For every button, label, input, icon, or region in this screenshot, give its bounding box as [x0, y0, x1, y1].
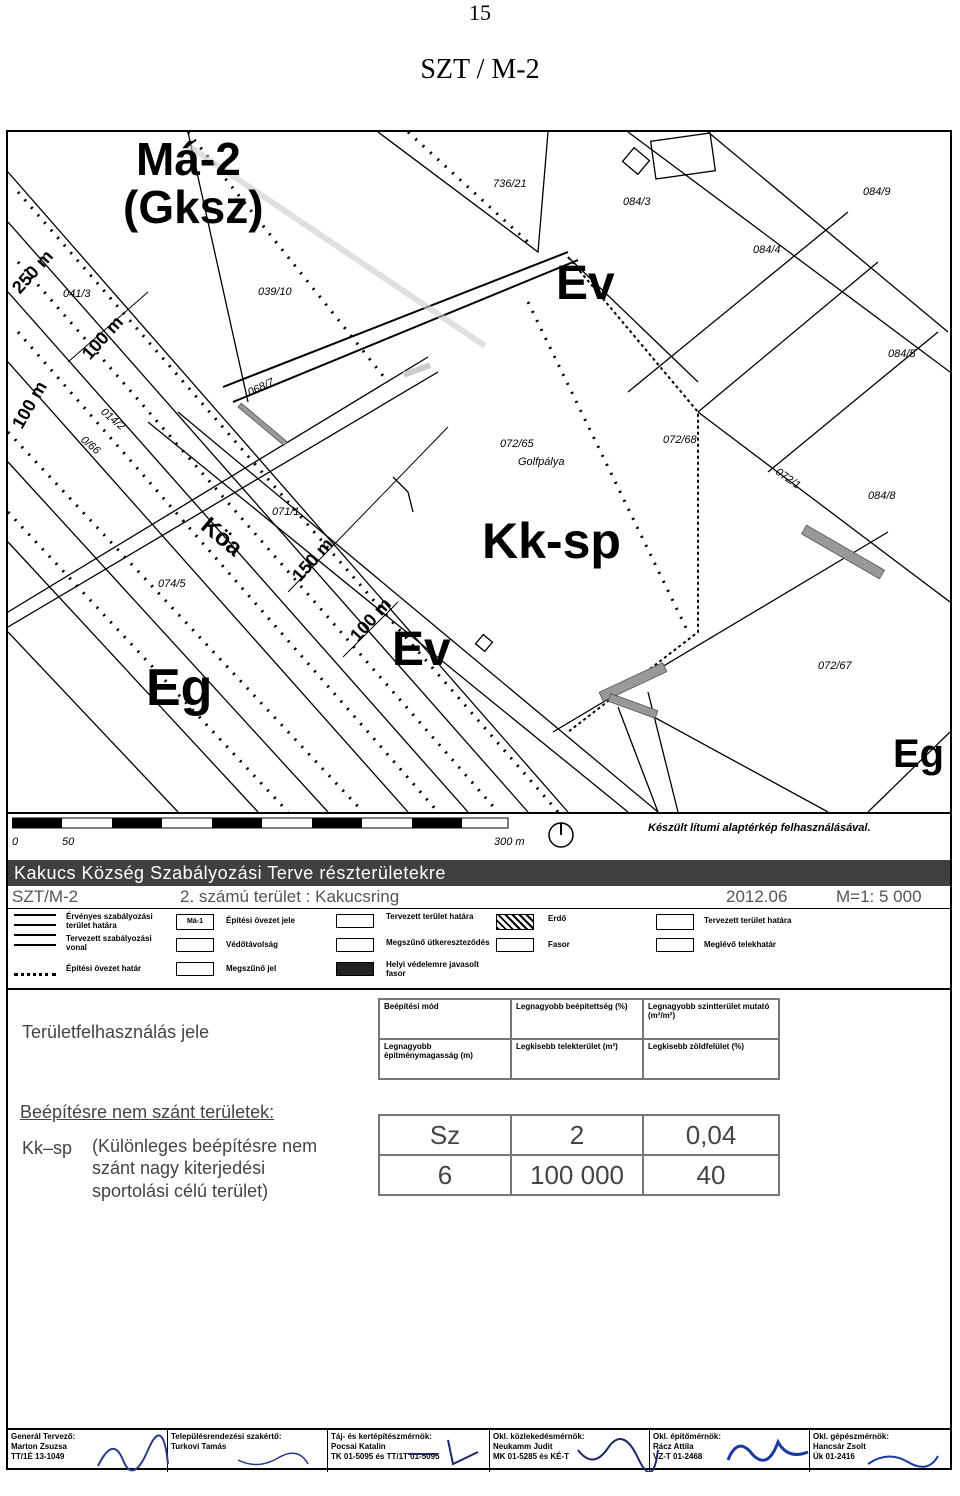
signature-cell: [168, 1430, 328, 1472]
signer-name: Rácz Attila: [653, 1442, 694, 1451]
plot-number: 068/7: [246, 376, 277, 399]
legend-swatch: [656, 938, 694, 952]
plot-number: 084/4: [753, 244, 781, 256]
zone-label-kksp: Kk-sp: [482, 513, 621, 569]
signer-id: VZ-T 01-2468: [653, 1452, 703, 1461]
plot-number: 041/3: [63, 288, 91, 300]
legend-swatch: [496, 914, 534, 930]
kksp-max-coverage: 2: [511, 1115, 643, 1155]
plot-number: 084/3: [623, 196, 651, 208]
boundary-line: [8, 542, 258, 812]
distance-label: 250 m: [8, 246, 58, 298]
plot-number: 014/2: [98, 406, 128, 433]
legend-swatch: [656, 914, 694, 930]
boundary-line: [8, 222, 528, 812]
nonbuilt-code: Kk–sp: [22, 1138, 73, 1158]
legend-item: Fasor: [548, 940, 570, 949]
legend-item: Tervezett terület határa: [386, 912, 474, 921]
signer-name: Hancsár Zsolt: [813, 1442, 866, 1451]
zone-label-koa: Köa: [195, 512, 248, 562]
legend-item: Meglévő telekhatár: [704, 940, 777, 949]
plot-number: 039/10: [258, 286, 292, 298]
legend-swatch: [336, 938, 374, 952]
legend-item: Erdő: [548, 914, 567, 923]
legend-item: Megszűnő jel: [226, 964, 277, 973]
signer-role: Generál Tervező:: [11, 1432, 76, 1441]
legend-item: Megszűnő útkereszteződés: [386, 938, 490, 947]
plot-number: 074/5: [158, 578, 186, 590]
signature-cell: [490, 1430, 650, 1472]
boundary-line: [8, 172, 568, 812]
legend-swatch: [496, 938, 534, 952]
page-title: SZT / M-2: [420, 54, 540, 85]
kksp-values-table: [378, 1114, 780, 1196]
signer-name: Marton Zsuzsa: [11, 1442, 68, 1451]
plot-number: 072/1: [773, 466, 803, 492]
legend-swatch: [336, 914, 374, 928]
zoning-map: [8, 132, 950, 812]
signer-name: Turkovi Tamás: [171, 1442, 227, 1451]
plot-number: 0/66: [78, 434, 103, 457]
plot-number: 071/1: [272, 506, 300, 518]
legend-swatch: [14, 964, 56, 976]
signer-role: Okl. gépészmérnök:: [813, 1432, 890, 1441]
zone-label-gksz: (Gksz): [123, 181, 264, 233]
plan-date: 2012.06: [726, 887, 788, 906]
legend-item: Helyi védelemre javasolt fasor: [386, 960, 479, 978]
distance-label: 100 m: [346, 594, 396, 646]
signer-id: TK 01-5095 és TT/1T 01-5095: [331, 1452, 440, 1461]
usage-key-table: [378, 998, 780, 1080]
distance-label: 100 m: [8, 377, 51, 432]
legend-item: Építési övezet jele: [226, 916, 295, 925]
signer-name: Pocsai Katalin: [331, 1442, 386, 1451]
legend-item: Építési övezet határ: [66, 964, 142, 973]
plan-scale: M=1: 5 000: [836, 887, 922, 906]
legend-swatch: [14, 914, 56, 926]
plan-code: SZT/M-2: [12, 887, 79, 906]
plan-subheader: [8, 886, 950, 909]
legend-item: Védőtávolság: [226, 940, 279, 949]
nonbuilt-desc: (Különleges beépítésre nem: [92, 1136, 318, 1156]
plot-number: 072/68: [663, 434, 697, 446]
kksp-floor-area-ratio: 0,04: [643, 1115, 779, 1155]
zone-label-ma2: Má-2: [136, 133, 241, 185]
usage-key-cell: Legkisebb zöldfelület (%): [643, 1039, 779, 1079]
scale-zero: 0: [12, 836, 19, 848]
legend-badge: Má-1: [176, 914, 214, 930]
kksp-max-height: 6: [379, 1155, 511, 1195]
legend: [8, 908, 950, 990]
nonbuilt-desc: sportolási célú terület): [92, 1181, 269, 1201]
page-number: 15: [469, 0, 491, 25]
signer-role: Okl. építőmérnök:: [653, 1432, 722, 1441]
road-edge: [178, 412, 658, 812]
plot-number: 072/67: [818, 660, 852, 672]
signer-id: TT/1É 13-1049: [11, 1452, 65, 1461]
usage-label: Területfelhasználás jele: [22, 1022, 210, 1042]
scale-ruler: [12, 816, 532, 836]
signature-cell: [8, 1430, 168, 1472]
signature-cell: [650, 1430, 810, 1472]
boundary-line: [8, 362, 408, 812]
zone-label-ev: Ev: [556, 257, 615, 310]
plot-label: Golfpálya: [518, 456, 565, 468]
signer-id: Ük 01-2416: [813, 1452, 855, 1461]
usage-key-cell: Legnagyobb szintterület mutató (m²/m²): [643, 999, 779, 1039]
road-edge: [8, 357, 428, 612]
usage-key-cell: Legnagyobb építménymagasság (m): [379, 1039, 511, 1079]
signature-cell: [328, 1430, 490, 1472]
legend-swatch: [336, 962, 374, 976]
zone-label-eg: Eg: [146, 659, 213, 717]
scale-end: 300 m: [494, 836, 525, 848]
scale-fifty: 50: [62, 836, 75, 848]
signer-role: Okl. közlekedésmérnök:: [493, 1432, 585, 1441]
nonbuilt-heading: Beépítésre nem szánt területek:: [20, 1102, 275, 1122]
signer-name: Neukamm Judit: [493, 1442, 553, 1451]
north-arrow-icon: [546, 820, 576, 850]
kksp-building-mode: Sz: [379, 1115, 511, 1155]
zone-border: [18, 332, 438, 812]
distance-label: 150 m: [288, 534, 338, 586]
distance-label: 100 m: [78, 312, 128, 364]
usage-key-cell: Legnagyobb beépítettség (%): [511, 999, 643, 1039]
kksp-min-green: 40: [643, 1155, 779, 1195]
zone-border: [18, 192, 558, 812]
usage-key-cell: Beépítési mód: [379, 999, 511, 1039]
plan-header: Kakucs Község Szabályozási Terve részterületekre: [8, 860, 950, 886]
legend-item: Érvényes szabályozási terület határa: [66, 912, 153, 930]
legend-swatch: [176, 938, 214, 952]
usage-key-cell: Legkisebb telekterület (m²): [511, 1039, 643, 1079]
legend-swatch: [14, 934, 56, 946]
plot-number: 736/21: [493, 178, 527, 190]
signer-role: Településrendezési szakértő:: [171, 1432, 282, 1441]
legend-item: Tervezett terület határa: [704, 916, 792, 925]
legend-swatch: [176, 962, 214, 976]
plot-number: 084/5: [888, 348, 916, 360]
zone-label-ev: Ev: [392, 623, 451, 676]
plot-number: 072/65: [500, 438, 534, 450]
kksp-min-plot: 100 000: [511, 1155, 643, 1195]
plan-area: 2. számú terület : Kakucsring: [180, 887, 400, 906]
zone-border: [8, 432, 363, 812]
plot-number: 084/9: [863, 186, 891, 198]
signer-id: MK 01-5285 és KÉ-T: [493, 1452, 570, 1461]
signature-cell: [810, 1430, 950, 1472]
legend-item: Tervezett szabályozási vonal: [66, 934, 152, 952]
nonbuilt-desc: szánt nagy kiterjedési: [92, 1158, 266, 1178]
signer-role: Táj- és kertépítészmérnök:: [331, 1432, 432, 1441]
scale-note: Készült lítumi alaptérkép felhasználásával.: [648, 822, 871, 834]
plot-number: 084/8: [868, 490, 896, 502]
scale-bar: [8, 812, 950, 858]
signature-footer: [8, 1428, 950, 1472]
zone-label-eg: Eg: [893, 732, 945, 776]
